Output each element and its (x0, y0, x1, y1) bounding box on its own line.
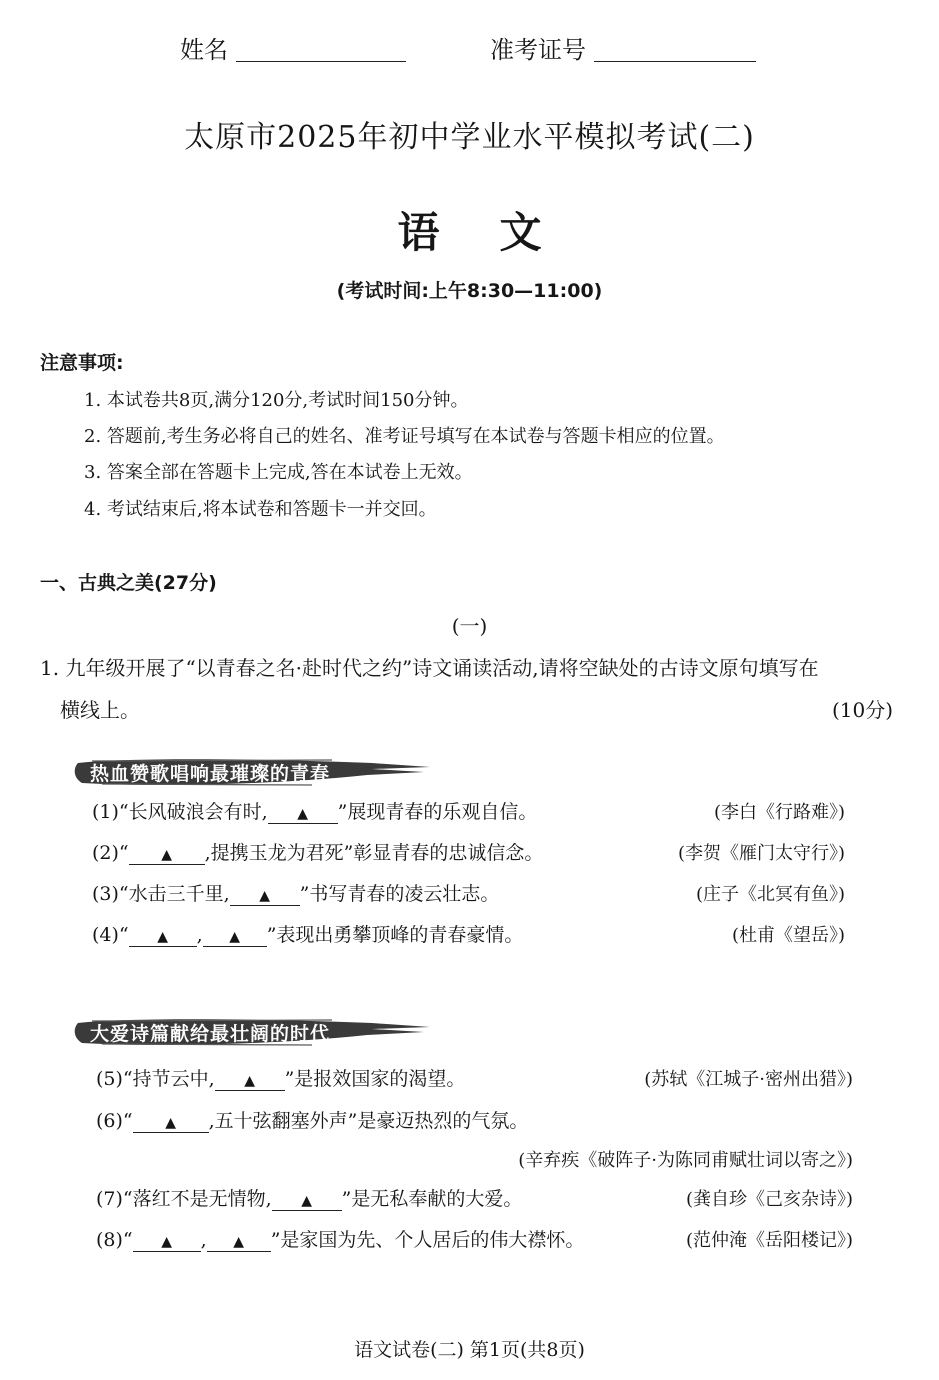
item-text-start: (7)“落红不是无情物, (96, 1188, 272, 1210)
answer-blank[interactable] (203, 926, 267, 947)
item-source: (范仲淹《岳阳楼记》) (685, 1230, 853, 1251)
item-text-end: ”是无私奉献的大爱。 (341, 1188, 523, 1210)
item-separator: , (200, 1229, 207, 1251)
item-source: (苏轼《江城子·密州出猎》) (644, 1069, 853, 1090)
exam-time: (考试时间:上午8:30—11:00) (336, 280, 603, 302)
item-text-start: (5)“持节云中, (96, 1068, 215, 1090)
fill-in-item (92, 797, 537, 824)
item-text-start: (2)“ (92, 842, 129, 864)
banner-text: 大爱诗篇献给最壮阔的时代 (90, 1023, 331, 1045)
exam-id-label: 准考证号 (490, 36, 586, 64)
subject-title: 语文 (397, 208, 602, 257)
fill-in-item (96, 1225, 584, 1252)
answer-blank[interactable] (133, 1231, 201, 1252)
item-separator: , (196, 924, 203, 946)
name-input-line[interactable] (236, 37, 406, 62)
triangle-mark-icon: ▲ (157, 929, 169, 945)
answer-blank[interactable] (129, 926, 197, 947)
answer-blank[interactable] (207, 1231, 271, 1252)
question-1-text: 1. 九年级开展了“以青春之名·赴时代之约”诗文诵读活动,请将空缺处的古诗文原句填写在 (40, 656, 819, 680)
item-text-end: ,提携玉龙为君死”彰显青春的忠诚信念。 (204, 842, 544, 864)
item-text-start: (4)“ (92, 924, 129, 946)
triangle-mark-icon: ▲ (259, 888, 271, 904)
item-text-end: ”表现出勇攀顶峰的青春豪情。 (266, 924, 524, 946)
fill-in-item (92, 879, 499, 906)
item-text-end: ,五十弦翻塞外声”是豪迈热烈的气氛。 (208, 1110, 529, 1132)
fill-in-item (92, 920, 523, 947)
answer-blank[interactable] (272, 1190, 342, 1211)
item-text-start: (3)“水击三千里, (92, 883, 230, 905)
fill-in-item (96, 1064, 465, 1091)
item-text-start: (1)“长风破浪会有时, (92, 801, 268, 823)
fill-in-item (92, 838, 543, 865)
triangle-mark-icon: ▲ (165, 1115, 177, 1131)
triangle-mark-icon: ▲ (161, 1234, 173, 1250)
brush-banner (72, 755, 432, 789)
triangle-mark-icon: ▲ (297, 806, 309, 822)
item-text-end: ”是报效国家的渴望。 (284, 1068, 466, 1090)
section-title: 一、古典之美(27分) (40, 572, 217, 594)
exam-id-input-line[interactable] (594, 37, 756, 62)
answer-blank[interactable] (133, 1112, 209, 1133)
page-footer: 语文试卷(二) 第1页(共8页) (354, 1339, 585, 1361)
item-text-end: ”是家国为先、个人居后的伟大襟怀。 (270, 1229, 585, 1251)
brush-banner (72, 1015, 432, 1049)
item-source: (李贺《雁门太守行》) (677, 843, 845, 864)
notice-item: 3. 答案全部在答题卡上完成,答在本试卷上无效。 (84, 462, 473, 483)
question-1-text-cont: 横线上。 (60, 698, 140, 722)
notice-item: 2. 答题前,考生务必将自己的姓名、准考证号填写在本试卷与答题卡相应的位置。 (84, 426, 725, 447)
notice-item: 1. 本试卷共8页,满分120分,考试时间150分钟。 (84, 390, 469, 411)
banner-text: 热血赞歌唱响最璀璨的青春 (90, 763, 331, 785)
answer-blank[interactable] (129, 844, 205, 865)
name-field[interactable] (180, 30, 406, 65)
exam-title: 太原市2025年初中学业水平模拟考试(二) (184, 120, 755, 155)
triangle-mark-icon: ▲ (229, 929, 241, 945)
triangle-mark-icon: ▲ (244, 1073, 256, 1089)
triangle-mark-icon: ▲ (233, 1234, 245, 1250)
exam-id-field[interactable] (490, 30, 756, 65)
item-text-end: ”书写青春的凌云壮志。 (299, 883, 500, 905)
answer-blank[interactable] (215, 1070, 285, 1091)
part-number: (一) (451, 614, 488, 638)
triangle-mark-icon: ▲ (161, 847, 173, 863)
item-source: (辛弃疾《破阵子·为陈同甫赋壮词以寄之》) (518, 1150, 853, 1171)
item-text-start: (6)“ (96, 1110, 133, 1132)
item-source: (庄子《北冥有鱼》) (695, 884, 845, 905)
item-source: (李白《行路难》) (713, 802, 845, 823)
notice-item: 4. 考试结束后,将本试卷和答题卡一并交回。 (84, 499, 437, 520)
fill-in-item (96, 1184, 522, 1211)
name-label: 姓名 (180, 36, 228, 64)
fill-in-item (96, 1106, 528, 1133)
item-source: (龚自珍《己亥杂诗》) (685, 1189, 853, 1210)
notice-heading: 注意事项: (40, 352, 124, 374)
item-source: (杜甫《望岳》) (731, 925, 845, 946)
triangle-mark-icon: ▲ (301, 1193, 313, 1209)
question-1-score: (10分) (831, 698, 893, 722)
answer-blank[interactable] (268, 803, 338, 824)
item-text-end: ”展现青春的乐观自信。 (337, 801, 538, 823)
answer-blank[interactable] (230, 885, 300, 906)
item-text-start: (8)“ (96, 1229, 133, 1251)
